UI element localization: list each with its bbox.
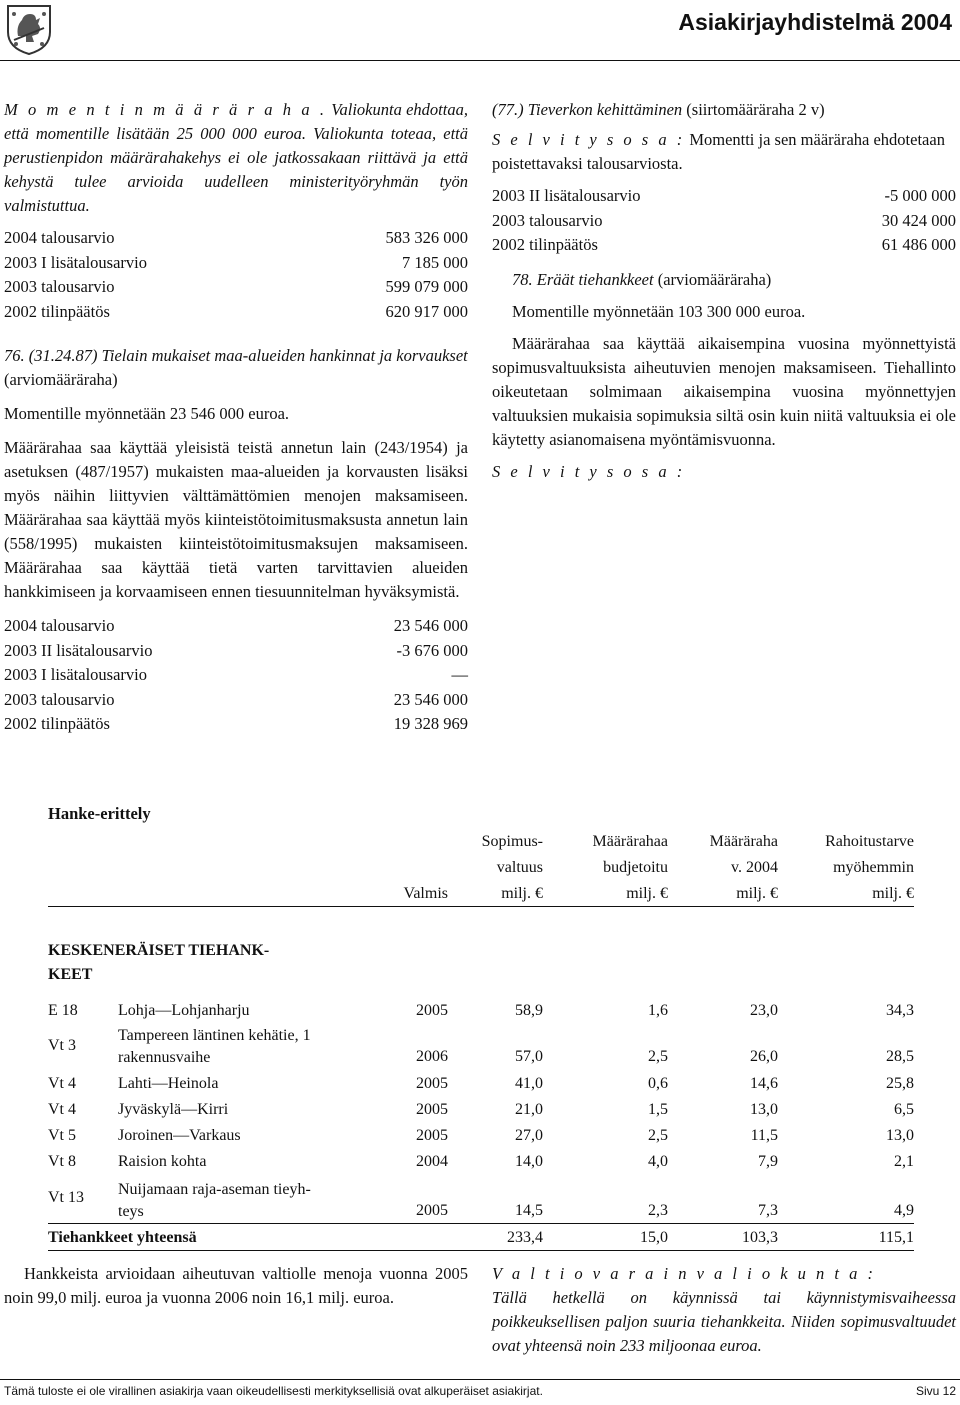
future-funding: 6,5: [894, 1100, 914, 1118]
document-title: Asiakirjayhdistelmä 2004: [678, 9, 952, 35]
allocation-2004: 14,6: [750, 1074, 778, 1092]
explanation-label: S e l v i t y s o s a :: [492, 130, 686, 149]
explanation-label: S e l v i t y s o s a :: [492, 461, 686, 481]
total-allocation-2004: 103,3: [742, 1228, 778, 1246]
moment-77-type: (siirtomääräraha 2 v): [682, 100, 825, 119]
allocation-2004: 11,5: [750, 1126, 778, 1144]
spacer-row: [48, 907, 914, 939]
budget-label: 2002 tilinpäätös: [4, 301, 110, 321]
budget-label: 2003 talousarvio: [492, 210, 603, 230]
project-name: Lahti—Heinola: [118, 1074, 219, 1092]
page-footer: [4, 1383, 956, 1399]
section-heading-line: KESKENERÄISET TIEHANK-: [48, 941, 270, 959]
budgeted-amount: 1,5: [648, 1100, 668, 1118]
right-column: [492, 98, 956, 484]
moment-allocation-heading: M o m e n t i n m ä ä r ä r a h a .: [4, 100, 327, 119]
budget-value: 620 917 000: [385, 301, 468, 321]
moment-78-title: 78. Eräät tiehankkeet: [512, 269, 654, 289]
total-contract-authority: 233,4: [507, 1228, 543, 1246]
budget-table-2: [4, 614, 468, 737]
future-funding: 4,9: [894, 1202, 914, 1219]
committee-proposal-paragraph: [4, 98, 468, 218]
moment-76-type: (arviomääräraha): [4, 370, 118, 389]
budget-label: 2003 talousarvio: [4, 277, 115, 296]
budget-value: —: [451, 665, 468, 684]
budgeted-amount: 1,6: [648, 1001, 668, 1019]
budgeted-amount: 2,5: [648, 1047, 668, 1065]
budget-row: [492, 209, 956, 234]
budget-value: 30 424 000: [881, 210, 956, 230]
road-number: Vt 13: [48, 1189, 84, 1207]
project-name-line: Nuijamaan raja-aseman tieyh-: [118, 1181, 311, 1198]
allocation-2004: 23,0: [750, 1001, 778, 1019]
road-number: Vt 8: [48, 1152, 76, 1170]
contract-authority: 14,0: [515, 1152, 543, 1170]
page-header: [0, 0, 960, 72]
completion-year: 2005: [416, 1100, 448, 1118]
moment-78-heading: [512, 268, 956, 292]
project-name: Joroinen—Varkaus: [118, 1126, 241, 1144]
budget-table-1: [4, 226, 468, 324]
moment-76-grant: Momentille myönnetään 23 546 000 euroa.: [4, 404, 290, 423]
table-row: [48, 1096, 914, 1122]
table-header-row: [48, 828, 914, 854]
header-rahoitus: Rahoitustarve: [825, 833, 914, 850]
moment-76-paragraph: Määrärahaa saa käyttää yleisistä teistä annetun lain (243/1954) ja asetuksen (487/1957) mukaisten maa-alueiden ja korvausten lisäksi myös näihin liittyvien välttämättömien menojen maksamiseen. Määrärahaa saa käyttää myös kiinteistötoimitusmaksusta annetun lain (558/1995) mukaisten kiinteistötoimitusmaksujen maksamiseen. Määrärahaa saa käyttää tietä varten tarvittavien alueiden hankkimiseen ja korvaamiseen ennen tiesuunnitelman hyväksymistä.: [4, 438, 468, 601]
budget-value: 23 546 000: [393, 616, 468, 635]
budget-value: 599 079 000: [385, 277, 468, 296]
contract-authority: 21,0: [515, 1100, 543, 1118]
header-maararaha: milj. €: [736, 884, 778, 902]
budget-label: 2003 II lisätalousarvio: [4, 640, 153, 660]
header-sopimus: valtuus: [496, 859, 543, 876]
costs-estimate-text: Hankkeista arvioidaan aiheutuvan valtiolle menoja vuonna 2005 noin 99,0 milj. euroa ja vuonna 2006 noin 16,1 milj. euroa.: [4, 1264, 468, 1307]
budget-value: 7 185 000: [402, 252, 468, 272]
section-heading-line: KEET: [48, 965, 93, 983]
header-maararaha: v. 2004: [731, 859, 778, 876]
budget-label: 2004 talousarvio: [4, 228, 115, 247]
table-row: [48, 1122, 914, 1148]
explanation-77: [492, 128, 956, 176]
future-funding: 28,5: [886, 1047, 914, 1065]
budget-label: 2002 tilinpäätös: [492, 235, 598, 254]
moment-76-heading: [4, 344, 468, 392]
header-sopimus: Sopimus-: [481, 833, 543, 850]
moment-77-title: (77.) Tieverkon kehittäminen: [492, 100, 683, 119]
budget-value: 61 486 000: [881, 235, 956, 254]
completion-year: 2005: [416, 1001, 448, 1019]
budget-label: 2003 I lisätalousarvio: [4, 252, 147, 272]
table-row: [48, 1069, 914, 1096]
page-number: Sivu 12: [915, 1384, 956, 1398]
finance-committee-statement: [492, 1262, 956, 1358]
left-column: [4, 98, 468, 737]
road-number: Vt 3: [48, 1036, 76, 1054]
allocation-2004: 7,3: [758, 1202, 778, 1219]
budget-value: 23 546 000: [393, 689, 468, 709]
table-row: [48, 1023, 914, 1069]
allocation-2004: 13,0: [750, 1100, 778, 1118]
table-row: [48, 1148, 914, 1174]
project-name-line: teys: [118, 1203, 144, 1220]
header-rahoitus: myöhemmin: [833, 859, 914, 876]
total-budgeted: 15,0: [640, 1228, 668, 1246]
budget-row: [4, 663, 468, 688]
project-name-line: Tampereen läntinen kehätie, 1: [118, 1026, 311, 1044]
budget-value: -3 676 000: [396, 640, 468, 660]
completion-year: 2005: [416, 1126, 448, 1144]
budgeted-amount: 0,6: [648, 1074, 668, 1092]
total-label: Tiehankkeet yhteensä: [48, 1228, 197, 1246]
road-number: Vt 4: [48, 1074, 76, 1092]
budget-label: 2002 tilinpäätös: [4, 714, 110, 733]
budget-label: 2003 talousarvio: [4, 689, 115, 709]
budgeted-amount: 4,0: [648, 1152, 668, 1170]
project-name: [118, 1023, 368, 1069]
budget-row: [4, 614, 468, 639]
finance-committee-label-line: [492, 1262, 956, 1286]
moment-78-paragraph: Määrärahaa saa käyttää aikaisempina vuosina myönnettyistä sopimusvaltuuksista aiheutuvien menojen maksamiseen. Tiehallinto oikeutetaan solmimaan aikaisempina vuosina myönnettyjen valtuuksien mukaisia sopimuksia siltä osin kuin niitä valtuuksia ei ole käytetty asianomaisena myöntämisvuonna.: [492, 333, 956, 449]
section-heading-row: [48, 939, 914, 987]
budget-row: [492, 184, 956, 209]
moment-76-title: 76. (31.24.87) Tielain mukaiset maa-alueiden hankinnat ja korvaukset: [4, 346, 468, 365]
header-maararahaa: budjetoitu: [603, 859, 668, 876]
completion-year: 2004: [416, 1152, 448, 1170]
committee-proposal-text: Valiokunta ehdottaa, että momentille lisätään 25 000 000 euroa. Valiokunta toteaa, että perustienpidon määrärahakehys ei ole jatkossakaan riittävä ja että kehystä tulee arvioida uudelleen ministerityöryhmän työn valmistuttua.: [4, 100, 468, 215]
budget-row: [4, 226, 468, 251]
budget-label: 2003 II lisätalousarvio: [492, 186, 641, 205]
project-name: Raision kohta: [118, 1152, 207, 1170]
completion-year: 2005: [416, 1202, 448, 1219]
finance-committee-text: Tällä hetkellä on käynnissä tai käynnistymisvaiheessa poikkeuksellisen paljon suuria tiehankkeita. Niiden sopimusvaltuudet ovat yhteensä noin 233 miljoonaa euroa.: [492, 1288, 956, 1355]
footer-divider: [0, 1379, 960, 1380]
budget-row: [492, 233, 956, 258]
budgeted-amount: 2,5: [648, 1126, 668, 1144]
budget-value: 583 326 000: [385, 228, 468, 247]
budget-value: -5 000 000: [884, 186, 956, 205]
project-breakdown-title: Hanke-erittely: [48, 804, 151, 823]
costs-estimate-paragraph: [4, 1262, 468, 1310]
total-future-funding: 115,1: [878, 1228, 914, 1246]
table-row: [48, 997, 914, 1023]
budget-row: [4, 712, 468, 737]
project-name-line: rakennusvaihe: [118, 1048, 211, 1066]
future-funding: 34,3: [886, 1001, 914, 1019]
contract-authority: 27,0: [515, 1126, 543, 1144]
budget-row: [4, 251, 468, 276]
total-row: [48, 1224, 914, 1250]
explanation-text: Momentti ja sen määräraha ehdotetaan poistettavaksi talousarviosta.: [492, 130, 945, 173]
future-funding: 2,1: [894, 1152, 914, 1170]
completion-year: 2005: [416, 1074, 448, 1092]
road-number: Vt 4: [48, 1100, 76, 1118]
budget-value: 19 328 969: [393, 714, 468, 733]
future-funding: 25,8: [886, 1074, 914, 1092]
project-name: [118, 1174, 368, 1224]
completion-year: 2006: [416, 1047, 448, 1065]
header-divider: [0, 60, 960, 61]
header-maararaha: Määräraha: [709, 833, 778, 850]
budget-label: 2003 I lisätalousarvio: [4, 665, 147, 684]
contract-authority: 14,5: [515, 1202, 543, 1219]
header-maararahaa: milj. €: [626, 884, 668, 902]
table-header-row: [48, 880, 914, 906]
header-maararahaa: Määrärahaa: [592, 833, 668, 850]
allocation-2004: 26,0: [750, 1047, 778, 1065]
explanation-78-label: [492, 460, 956, 484]
header-sopimus: milj. €: [501, 884, 543, 902]
moment-77-heading: [492, 98, 956, 122]
coat-of-arms-logo: [2, 2, 56, 56]
section-heading: [48, 939, 448, 987]
project-breakdown-table: [48, 828, 914, 1251]
moment-78-grant: Momentille myönnetään 103 300 000 euroa.: [512, 301, 806, 321]
allocation-2004: 7,9: [758, 1152, 778, 1170]
table-divider: [48, 1250, 914, 1251]
budget-row: [4, 300, 468, 325]
budget-label: 2004 talousarvio: [4, 616, 115, 635]
future-funding: 13,0: [886, 1126, 914, 1144]
spacer-row: [48, 987, 914, 997]
budget-row: [4, 688, 468, 713]
budgeted-amount: 2,3: [648, 1202, 668, 1219]
finance-committee-label: V a l t i o v a r a i n v a l i o k u n t a :: [492, 1264, 877, 1283]
budget-row: [4, 639, 468, 664]
header-rahoitus: milj. €: [872, 884, 914, 902]
road-number: E 18: [48, 1001, 78, 1019]
contract-authority: 57,0: [515, 1047, 543, 1065]
header-valmis: Valmis: [403, 884, 448, 902]
table-row: [48, 1174, 914, 1224]
contract-authority: 41,0: [515, 1074, 543, 1092]
table-header-row: [48, 854, 914, 880]
project-name: Jyväskylä—Kirri: [118, 1100, 229, 1118]
project-name: Lohja—Lohjanharju: [118, 1001, 250, 1019]
road-number: Vt 5: [48, 1126, 76, 1144]
contract-authority: 58,9: [515, 1001, 543, 1019]
moment-78-type: (arviomääräraha): [653, 269, 772, 289]
budget-row: [4, 275, 468, 300]
footer-disclaimer: Tämä tuloste ei ole virallinen asiakirja vaan oikeudellisesti merkityksellisiä ovat alkuperäiset asiakirjat.: [4, 1384, 543, 1398]
budget-table-3: [492, 184, 956, 258]
